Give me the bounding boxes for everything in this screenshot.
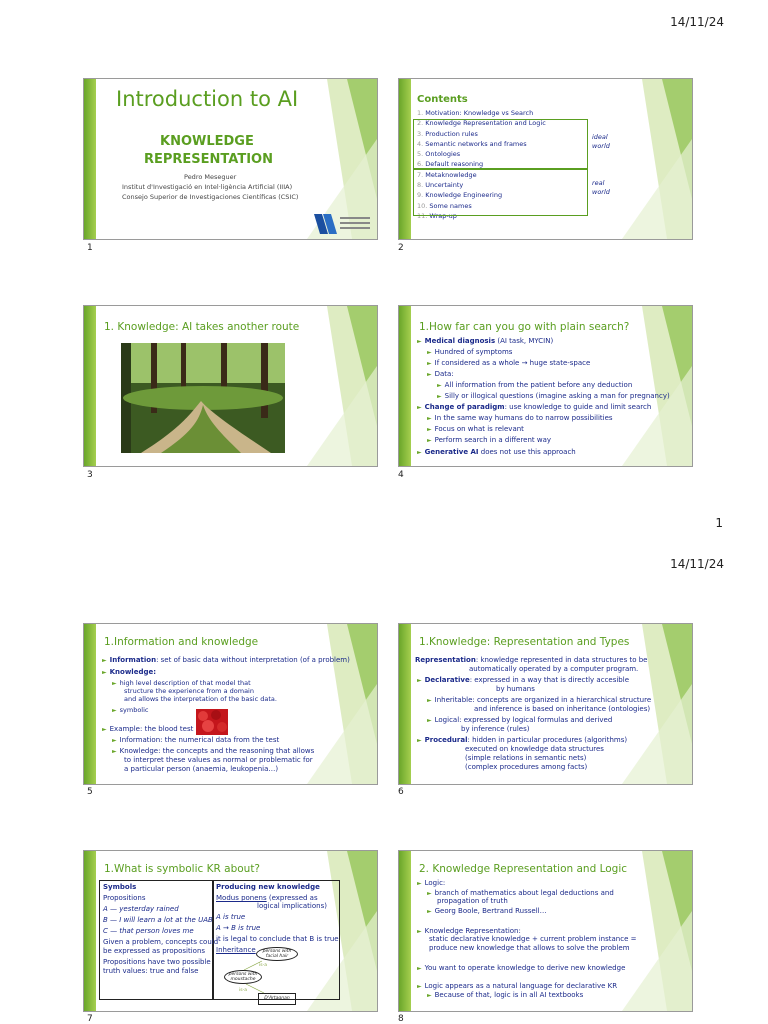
list-item: ► Information: the numerical data from the test [112, 736, 280, 744]
list-item: 10. Some names [417, 201, 472, 210]
slide-title: Contents [417, 94, 468, 105]
list-item: 2. Knowledge Representation and Logic [417, 119, 546, 128]
author: Pedro Meseguer [184, 173, 237, 181]
iiia-logo [314, 214, 374, 236]
text-line: Given a problem, concepts could [103, 938, 219, 946]
text-line: truth values: true and false [103, 967, 199, 975]
slide-accent-bar [84, 624, 96, 784]
text-line: Propositions [103, 894, 146, 902]
list-item: ► Silly or illogical questions (imagine asking a man for pregnancy) [437, 392, 670, 400]
list-item: ► Hundred of symptoms [427, 348, 513, 356]
column-header: Symbols [103, 883, 137, 891]
list-item-continued: by inference (rules) [461, 725, 530, 733]
slide-6 [398, 623, 693, 785]
list-item: ► Logic appears as a natural language for declarative KR [417, 982, 618, 990]
slide-decoration [307, 624, 377, 784]
list-item-continued: automatically operated by a computer program. [469, 665, 639, 673]
node-facial-hair: persons with facial hair [256, 947, 298, 961]
list-item: ► Inheritable: concepts are organized in a hierarchical structure [427, 696, 652, 704]
slide-subtitle-1: KNOWLEDGE [160, 134, 254, 149]
slide-title: Introduction to AI [116, 87, 299, 111]
real-world-box [413, 168, 588, 216]
slide-5 [83, 623, 378, 785]
slide-accent-bar [399, 306, 411, 466]
slide-accent-bar [399, 624, 411, 784]
list-item-continued: to interpret these values as normal or problematic for [124, 756, 313, 764]
list-item: ► Because of that, logic is in all AI textbooks [427, 991, 584, 999]
text-line: logical implications) [257, 902, 327, 910]
list-item: ► You want to operate knowledge to derive new knowledge [417, 964, 626, 972]
list-item: 3. Production rules [417, 129, 478, 138]
list-item: ► Example: the blood test [102, 725, 194, 733]
list-item: ► If considered as a whole → huge state-space [427, 359, 591, 367]
list-item: ► Perform search in a different way [427, 436, 552, 444]
slide-number: 3 [87, 470, 93, 480]
edge-label: is-a [239, 988, 247, 993]
forest-path-image [121, 343, 285, 453]
node-dartagnan: D'Artagnan [258, 993, 296, 1005]
page-date-bottom: 14/11/24 [670, 557, 724, 571]
slide-number: 1 [87, 243, 93, 253]
text-line: A is true [216, 913, 246, 921]
list-item: 11. Wrap-up [417, 211, 457, 220]
list-item: ► Medical diagnosis (AI task, MYCIN) [417, 337, 554, 345]
list-item: ► Georg Boole, Bertrand Russell… [427, 907, 547, 915]
list-item: 6. Default reasoning [417, 160, 484, 169]
slide-7 [83, 850, 378, 1012]
slide-number: 4 [398, 470, 404, 480]
slide-accent-bar [399, 79, 411, 239]
slide-decoration [307, 306, 377, 466]
ideal-world-label: ideal world [592, 133, 610, 150]
list-item-continued: a particular person (anaemia, leukopenia…) [124, 765, 279, 773]
list-item: ► Data: [427, 370, 454, 378]
list-item: ► Focus on what is relevant [427, 425, 524, 433]
list-item: ► Logical: expressed by logical formulas and derived [427, 716, 613, 724]
ideal-world-box [413, 119, 588, 170]
slide-decoration [622, 306, 692, 466]
slide-title: 1.Knowledge: Representation and Types [419, 636, 630, 648]
slide-number: 5 [87, 787, 93, 797]
list-item: 4. Semantic networks and frames [417, 139, 527, 148]
node-moustache: persons with moustache [224, 970, 262, 984]
text-line: B — I will learn a lot at the UAB [103, 916, 213, 924]
list-item: 1. Motivation: Knowledge vs Search [417, 109, 534, 117]
slide-accent-bar [399, 851, 411, 1011]
list-item-continued: and inference is based on inheritance (ontologies) [474, 705, 651, 713]
blood-cells-image [196, 709, 228, 735]
text-line: A — yesterday rained [103, 905, 179, 913]
list-item-continued: (complex procedures among facts) [465, 763, 588, 771]
list-item-continued: structure the experience from a domain [124, 687, 254, 695]
text-line: Propositions have two possible [103, 958, 211, 966]
list-item-continued: (simple relations in semantic nets) [465, 754, 587, 762]
slide-1 [83, 78, 378, 240]
text-line: A → B is true [216, 924, 261, 932]
slide-number: 2 [398, 243, 404, 253]
list-item-continued: and allows the interpretation of the basic data. [124, 695, 277, 703]
institution-1: Institut d'Investigació en Intel·ligència Artificial (IIIA) [122, 183, 293, 191]
list-item: ► Declarative: expressed in a way that is directly accesible [417, 676, 630, 684]
text-line: Inheritance [216, 946, 256, 954]
list-item: ► Generative AI does not use this approach [417, 448, 576, 456]
list-item-continued: static declarative knowledge + current problem instance = [429, 935, 637, 943]
list-item: 9. Knowledge Engineering [417, 191, 503, 200]
list-item: ► All information from the patient before any deduction [437, 381, 633, 389]
slide-number: 7 [87, 1014, 93, 1024]
text-line: it is legal to conclude that B is true [216, 935, 339, 943]
column-header: Producing new knowledge [216, 883, 320, 891]
page-number: 1 [715, 516, 723, 530]
list-item: ► Procedural: hidden in particular procedures (algorithms) [417, 736, 628, 744]
page-date-top: 14/11/24 [670, 15, 724, 29]
slide-number: 6 [398, 787, 404, 797]
slide-title: 1.How far can you go with plain search? [419, 321, 630, 333]
list-item: 7. Metaknowledge [417, 170, 477, 179]
text-line: Modus ponens (expressed as [216, 894, 318, 902]
slide-4 [398, 305, 693, 467]
list-item: ► Change of paradigm: use knowledge to guide and limit search [417, 403, 652, 411]
slide-decoration [622, 851, 692, 1011]
slide-title: 1.What is symbolic KR about? [104, 863, 261, 875]
list-item: ► Knowledge: the concepts and the reasoning that allows [112, 747, 315, 755]
real-world-label: real world [592, 179, 610, 196]
institution-2: Consejo Superior de Investigaciones Científicas (CSIC) [122, 193, 299, 201]
text-line: be expressed as propositions [103, 947, 206, 955]
slide-accent-bar [84, 306, 96, 466]
list-item: ► Knowledge: [102, 668, 157, 676]
slide-accent-bar [84, 79, 96, 239]
list-item: ► Knowledge Representation: [417, 927, 521, 935]
list-item: ► In the same way humans do to narrow possibilities [427, 414, 613, 422]
slide-title: 2. Knowledge Representation and Logic [419, 863, 628, 875]
slide-title: 1.Information and knowledge [104, 636, 259, 648]
slide-3 [83, 305, 378, 467]
text-line: C — that person loves me [103, 927, 194, 935]
slide-title: 1. Knowledge: AI takes another route [104, 321, 300, 333]
slide-decoration [622, 79, 692, 239]
list-item-continued: produce new knowledge that allows to solve the problem [429, 944, 630, 952]
slide-accent-bar [84, 851, 96, 1011]
list-item: ► symbolic [112, 706, 149, 714]
list-item: 5. Ontologies [417, 150, 461, 159]
list-item: Representation: knowledge represented in data structures to be [415, 656, 648, 664]
edge-label: is-a [259, 963, 267, 968]
slide-subtitle-2: REPRESENTATION [144, 152, 273, 167]
slide-number: 8 [398, 1014, 404, 1024]
list-item: ► branch of mathematics about legal deductions and [427, 889, 614, 897]
slide-8 [398, 850, 693, 1012]
list-item: ► Logic: [417, 879, 446, 887]
list-item: ► high level description of that model that [112, 679, 251, 687]
slide-2 [398, 78, 693, 240]
list-item-continued: by humans [496, 685, 535, 693]
list-item-continued: executed on knowledge data structures [465, 745, 604, 753]
list-item: 8. Uncertainty [417, 181, 464, 190]
list-item-continued: propagation of truth [437, 897, 508, 905]
list-item: ► Information: set of basic data without interpretation (of a problem) [102, 656, 350, 664]
